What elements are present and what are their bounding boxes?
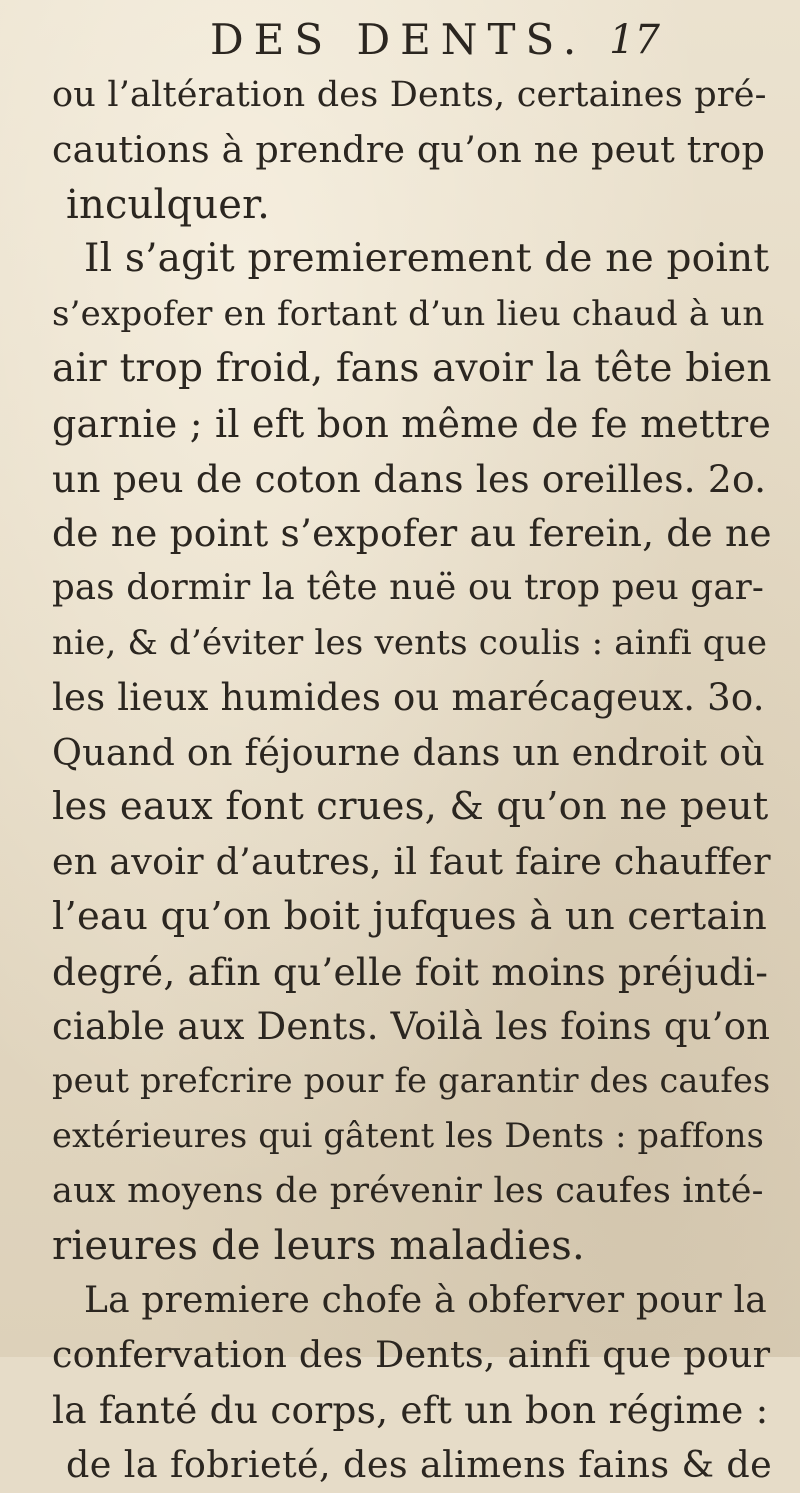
text-line: air trop froid, fans avoir la tête bien	[52, 345, 772, 391]
text-line: cautions à prendre qu’on ne peut trop	[52, 127, 766, 171]
text-line: nie, & d’éviter les vents coulis : ainfi que	[52, 622, 768, 663]
page-number: 17	[609, 17, 660, 63]
text-line: inculquer.	[66, 181, 270, 228]
text-line: aux moyens de prévenir les caufes inté-	[52, 1170, 764, 1211]
text-line: peut prefcrire pour fe garantir des caufes	[52, 1061, 771, 1101]
page-header	[0, 12, 800, 68]
text-line: extérieures qui gâtent les Dents : paffons	[52, 1116, 765, 1156]
text-line: de la fobrieté, des alimens fains & de	[66, 1442, 773, 1486]
paragraph-start: Il s’agit premierement de ne point	[84, 236, 770, 282]
text-line: s’expofer en fortant d’un lieu chaud à un	[52, 294, 765, 335]
text-line: confervation des Dents, ainfi que pour	[52, 1333, 771, 1377]
body-text	[52, 68, 772, 1493]
text-line: rieures de leurs maladies.	[52, 1222, 585, 1269]
text-line: les lieux humides ou marécageux. 3o.	[52, 675, 765, 719]
text-line: ciable aux Dents. Voilà les foins qu’on	[52, 1004, 771, 1048]
text-line: en avoir d’autres, il faut faire chauffer	[52, 840, 771, 884]
text-line: l’eau qu’on boit jufques à un certain	[52, 893, 767, 939]
text-line: pas dormir la tête nuë ou trop peu gar-	[52, 567, 765, 609]
text-line: les eaux font crues, & qu’on ne peut	[52, 784, 769, 830]
text-line: un peu de coton dans les oreilles. 2o.	[52, 456, 767, 501]
text-line: ou l’altération des Dents, certaines pré-	[52, 75, 767, 115]
text-line: degré, afin qu’elle foit moins préjudi-	[52, 949, 769, 994]
text-line: Quand on féjourne dans un endroit où	[52, 730, 765, 774]
paragraph-start: La premiere chofe à obferver pour la	[84, 1279, 767, 1321]
text-line: la fanté du corps, eft un bon régime :	[52, 1388, 769, 1433]
text-line: de ne point s’expofer au ferein, de ne	[52, 511, 772, 556]
running-head: DES DENTS.	[210, 15, 587, 64]
text-line: garnie ; il eft bon même de fe mettre	[52, 401, 772, 446]
